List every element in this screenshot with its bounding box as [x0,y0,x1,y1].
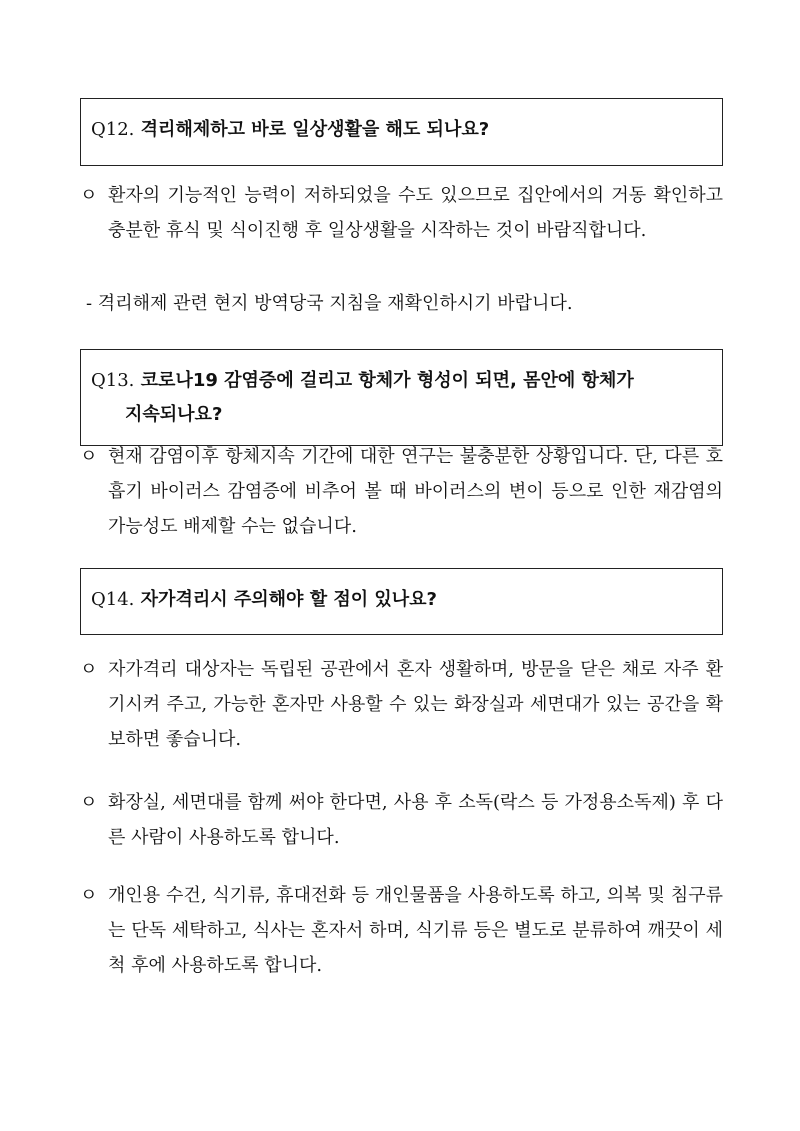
answer-paragraph [80,178,723,248]
answer-text: 환자의 기능적인 능력이 저하되었을 수도 있으므로 집안에서의 거동 확인하고 충분한 휴식 및 식이진행 후 일상생활을 시작하는 것이 바람직합니다. [108,185,723,241]
question-title: 자가격리시 주의해야 할 점이 있나요? [140,589,437,610]
question-title-line1: 코로나19 감염증에 걸리고 항체가 형성이 되면, 몸안에 항체가 [140,370,634,391]
question-title: 격리해제하고 바로 일상생활을 해도 되나요? [140,119,490,140]
answer-text: 자가격리 대상자는 독립된 공관에서 혼자 생활하며, 방문을 닫은 채로 자주 환기시켜 주고, 가능한 혼자만 사용할 수 있는 화장실과 세면대가 있는 공간을 확보하면 좋습니다. [108,659,723,750]
bullet-icon: ㅇ [80,792,98,813]
bullet-icon: ㅇ [80,885,98,906]
answer-text: 개인용 수건, 식기류, 휴대전화 등 개인물품을 사용하도록 하고, 의복 및 침구류는 단독 세탁하고, 식사는 혼자서 하며, 식기류 등은 별도로 분류하여 깨끗이 세척 후에 사용하도록 합니다. [108,885,723,976]
question-number: Q12. [91,119,135,140]
answer-paragraph [80,439,723,544]
bullet-icon: ㅇ [80,446,98,467]
question-number: Q14. [91,589,135,610]
answer-text: 현재 감염이후 항체지속 기간에 대한 연구는 불충분한 상황입니다. 단, 다른 호흡기 바이러스 감염증에 비추어 볼 때 바이러스의 변이 등으로 인한 재감염의 가능성도 배제할 수는 없습니다. [108,446,723,537]
question-number: Q13. [91,370,135,391]
question-box-q12 [80,98,723,166]
answer-text: 화장실, 세면대를 함께 써야 한다면, 사용 후 소독(락스 등 가정용소독제) 후 다른 사람이 사용하도록 합니다. [108,792,723,848]
question-title-line2: 지속되나요? [125,404,223,425]
answer-paragraph [80,878,723,983]
question-box-q13 [80,349,723,446]
question-box-q14 [80,568,723,635]
answer-paragraph [80,652,723,757]
answer-paragraph [80,785,723,855]
note-text: - 격리해제 관련 현지 방역당국 지침을 재확인하시기 바랍니다. [86,293,573,314]
bullet-icon: ㅇ [80,185,98,206]
bullet-icon: ㅇ [80,659,98,680]
